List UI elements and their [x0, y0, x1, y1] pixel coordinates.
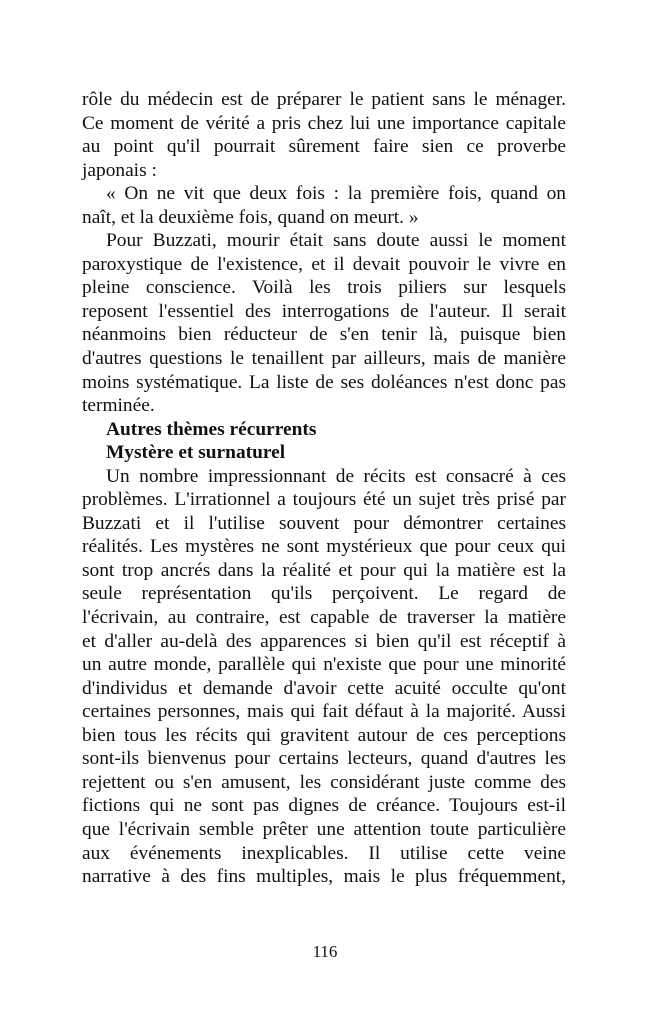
- text-line: Buzzati et il l'utilise souvent pour démontrer certaines: [82, 512, 566, 534]
- paragraph: [82, 88, 566, 182]
- text-line: l'écrivain, au contraire, est capable de traverser la matière: [82, 607, 566, 629]
- text-line: reposent l'essentiel des interrogations de l'auteur. Il serait: [82, 300, 566, 322]
- page-body: [82, 88, 566, 889]
- text-line: certaines personnes, mais qui fait défaut à la majorité. Aussi: [82, 701, 566, 723]
- subsection-heading: Mystère et surnaturel: [106, 442, 286, 464]
- text-line: rejettent ou s'en amusent, les considérant juste comme des: [82, 771, 566, 793]
- text-line: paroxystique de l'existence, et il devait pouvoir le vivre en: [82, 253, 566, 275]
- text-line: un autre monde, parallèle qui n'existe que pour une minorité: [82, 654, 566, 676]
- text-line: pleine conscience. Voilà les trois piliers sur lesquels: [82, 277, 566, 299]
- text-line: « On ne vit que deux fois : la première fois, quand on: [106, 183, 566, 205]
- page-number: 116: [312, 942, 338, 961]
- text-line: réalités. Les mystères ne sont mystérieux que pour ceux qui: [82, 536, 566, 558]
- text-line: problèmes. L'irrationnel a toujours été un sujet très prisé par: [82, 489, 566, 511]
- text-line: seule représentation qu'ils perçoivent. Le regard de: [82, 583, 566, 605]
- text-line: d'individus et demande d'avoir cette acuité occulte qu'ont: [82, 677, 566, 699]
- text-line: fictions qui ne sont pas dignes de créance. Toujours est-il: [82, 795, 566, 817]
- text-line: et d'aller au-delà des apparences si bien qu'il est réceptif à: [82, 630, 566, 652]
- text-line: terminée.: [82, 395, 155, 417]
- text-line: aux événements inexplicables. Il utilise cette veine: [82, 842, 566, 864]
- text-line: bien tous les récits qui gravitent autour de ces perceptions: [82, 724, 566, 746]
- text-line: sont trop ancrés dans la réalité et pour qui la matière est la: [82, 559, 566, 581]
- text-line: narrative à des fins multiples, mais le plus fréquemment,: [82, 866, 566, 888]
- text-line: sont-ils bienvenus pour certains lecteurs, quand d'autres les: [82, 748, 566, 770]
- text-line: Un nombre impressionnant de récits est consacré à ces: [106, 465, 566, 487]
- text-line: néanmoins bien réducteur de s'en tenir là, puisque bien: [82, 324, 566, 346]
- text-line: Pour Buzzati, mourir était sans doute aussi le moment: [106, 230, 566, 252]
- text-line: moins systématique. La liste de ses doléances n'est donc pas: [82, 371, 566, 393]
- section-heading: Autres thèmes récurrents: [106, 418, 317, 440]
- text-line: japonais :: [82, 159, 157, 181]
- paragraph: [82, 229, 566, 417]
- paragraph: [82, 465, 566, 889]
- text-line: Ce moment de vérité a pris chez lui une importance capitale: [82, 112, 566, 134]
- text-line: rôle du médecin est de préparer le patient sans le ménager.: [82, 89, 566, 110]
- text-line: d'autres questions le tenaillent par ailleurs, mais de manière: [82, 348, 566, 370]
- text-line: au point qu'il pourrait sûrement faire sien ce proverbe: [82, 136, 566, 158]
- text-line: que l'écrivain semble prêter une attention toute particulière: [82, 818, 566, 840]
- paragraph-quote: [82, 182, 566, 229]
- text-line: naît, et la deuxième fois, quand on meurt. »: [82, 206, 419, 228]
